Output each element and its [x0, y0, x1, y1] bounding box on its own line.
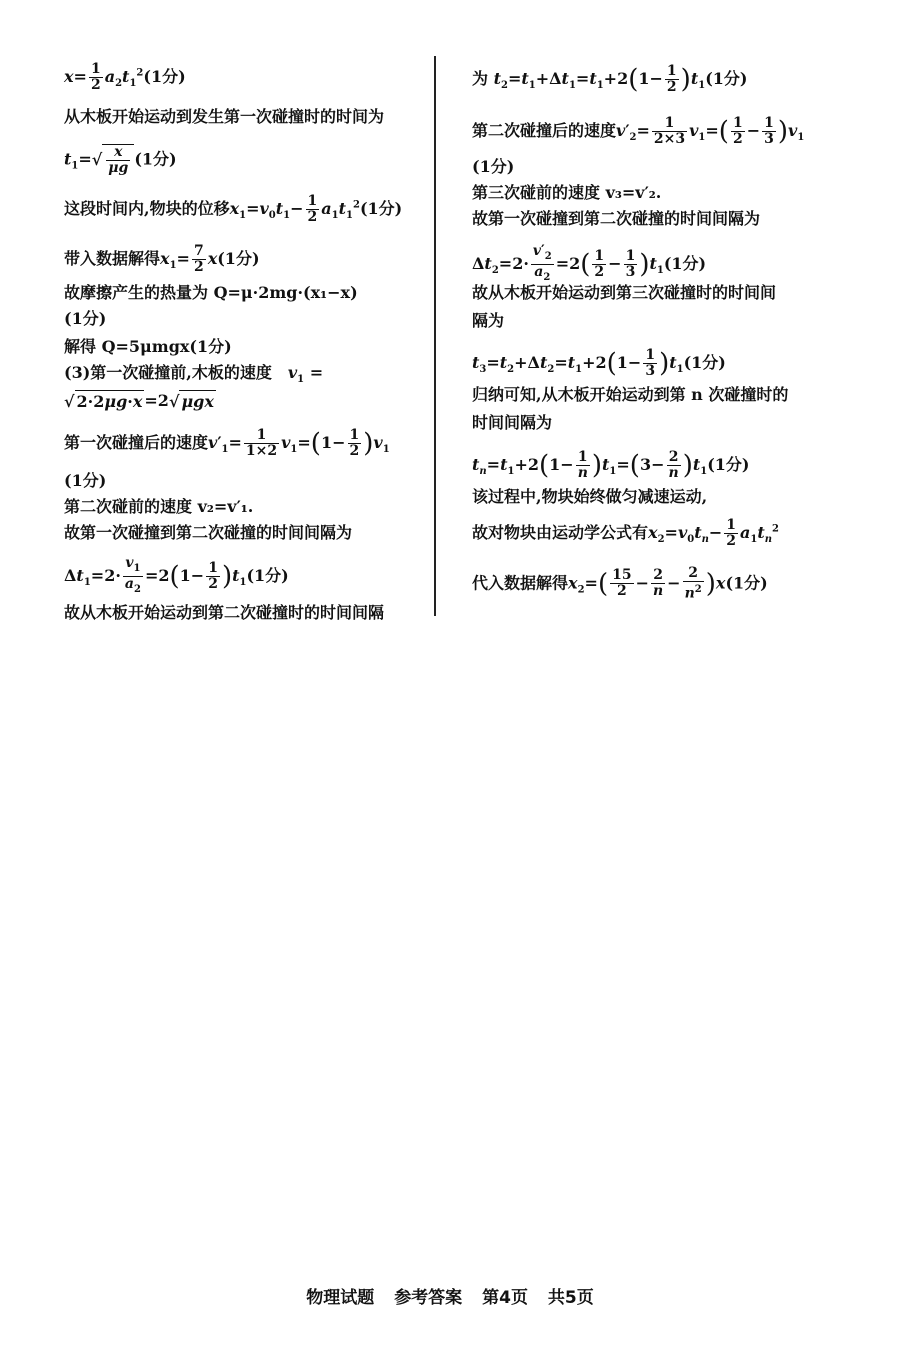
- footer-subject: 物理试题: [306, 1288, 375, 1308]
- equation-x2: 故对物块由运动学公式有$x_2=v_0t_n-$ $\frac{1}{2}$ $a_1t_n^2$: [472, 517, 780, 549]
- text-line: (3)第一次碰撞前,木板的速度 $v_1$ =: [64, 363, 324, 386]
- text-line: 故第一次碰撞到第二次碰撞的时间间隔为: [472, 209, 761, 228]
- footer-page-number: 第4页: [482, 1288, 528, 1308]
- text-line: (1分): [472, 157, 515, 176]
- equation-delta-t1: $\Delta t_1=2\cdot$ $\frac{v_1}{a_2}$ =2(1− $\frac{1}{2}$ )$t_1(1$分): [64, 555, 289, 595]
- text-line: 从木板开始运动到发生第一次碰撞时的时间为: [64, 107, 385, 126]
- equation-v1: √ 2·2μg·x =2√ μgx: [64, 391, 214, 411]
- text-line: 故第一次碰撞到第二次碰撞的时间间隔为: [64, 523, 353, 542]
- equation-v1-prime: 第一次碰撞后的速度$v'_1=$ $\frac{1}{1\times 2}$ $v_1=(1-$ $\frac{1}{2}$ )$v_1$: [64, 427, 390, 459]
- equation-v2-prime: 第二次碰撞后的速度$v'_2=$ $\frac{1}{2\times 3}$ $v_1=$( $\frac{1}{2}$ − $\frac{1}{3}$ )$v_1$: [472, 115, 805, 147]
- text-line: (1分): [64, 471, 107, 490]
- column-divider: [434, 56, 436, 616]
- text-line: 故摩擦产生的热量为 Q=μ·2mg·(x₁−x): [64, 283, 358, 302]
- text-line: 时间间隔为: [472, 413, 553, 432]
- text-line: 第三次碰前的速度 v₃=v′₂.: [472, 183, 662, 202]
- text-line: 该过程中,物块始终做匀减速运动,: [472, 487, 708, 506]
- text-line: 解得 Q=5μmgx(1分): [64, 337, 232, 356]
- text-line: 归纳可知,从木板开始运动到第 n 次碰撞时的: [472, 385, 789, 404]
- equation-x1-value: 带入数据解得$x_1=$ $\frac{7}{2}$ x(1分): [64, 243, 260, 275]
- equation-t1: $t_1=√$ $\frac{x}{\mu g}$ (1分): [64, 144, 177, 176]
- footer-answer: 参考答案: [394, 1288, 463, 1308]
- text-line: 故从木板开始运动到第二次碰撞时的时间间隔: [64, 603, 385, 622]
- equation-tn: $t_n=t_1+2(1-$ $\frac{1}{n}$ )$t_1=(3-$ $\frac{2}{n}$ )$t_1(1$分): [472, 449, 750, 481]
- equation-x2-value: 代入数据解得$x_2=$( $\frac{15}{2}$ − $\frac{2}{n}$ − $\frac{2}{n^2}$ )x(1分): [472, 565, 768, 602]
- footer-total-pages: 共5页: [547, 1288, 594, 1308]
- equation-delta-t2: $\Delta t_2=2\cdot$ $\frac{v'_2}{a_2}$ =2( $\frac{1}{2}$ − $\frac{1}{3}$ )$t_1(1$分): [472, 243, 707, 283]
- equation-t2: 为 $t_2=t_1+\Delta t_1=t_1+2(1-$ $\frac{1}{2}$ )$t_1(1$分): [472, 63, 748, 95]
- equation-t3: $t_3=t_2+\Delta t_2=t_1+2(1-$ $\frac{1}{3}$ )$t_1(1$分): [472, 347, 726, 379]
- text-line: 故从木板开始运动到第三次碰撞时的时间间: [472, 283, 777, 302]
- equation-x1: 这段时间内,物块的位移$x_1=v_0t_1-$ $\frac{1}{2}$ $a_1t_1^2(1$分): [64, 193, 403, 225]
- text-line: (1分): [64, 309, 107, 328]
- text-line: 第二次碰前的速度 v₂=v′₁.: [64, 497, 254, 516]
- page-footer: [0, 1283, 900, 1308]
- text-line: 隔为: [472, 311, 505, 330]
- equation-x: x= $\frac{1}{2}$ $a_2t_1^2(1$分): [64, 61, 186, 93]
